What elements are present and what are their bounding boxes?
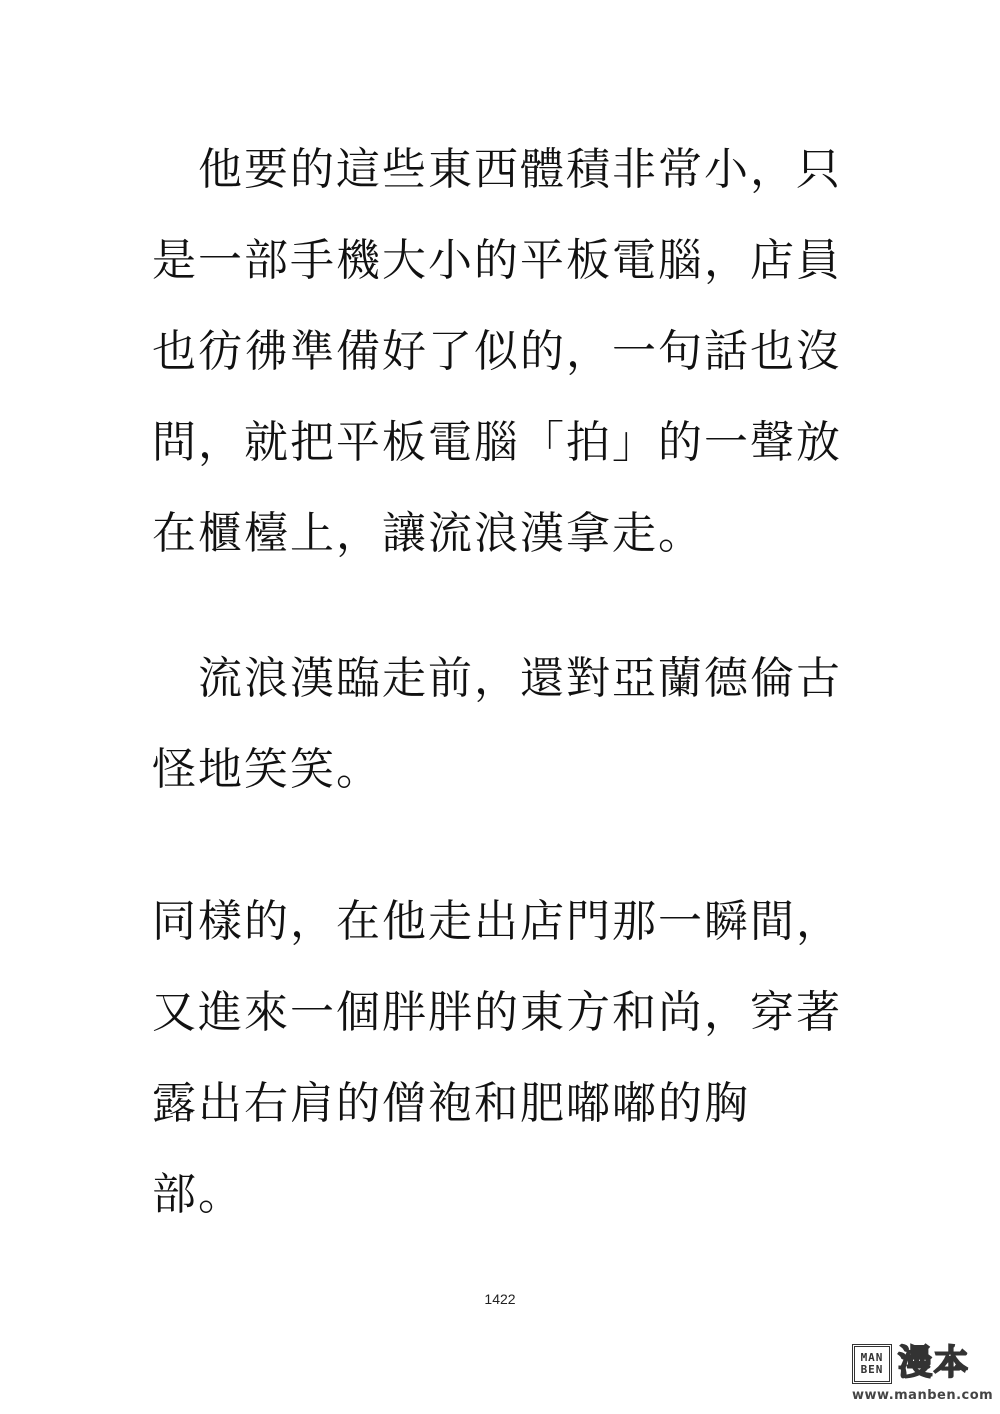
text-line: 問，就把平板電腦「拍」的一聲放 bbox=[152, 417, 842, 468]
page-number: 1422 bbox=[484, 1291, 516, 1307]
watermark-url: www.manben.com bbox=[852, 1388, 994, 1403]
text-line: 流浪漢臨走前，還對亞蘭德倫古 bbox=[152, 653, 842, 704]
watermark-logo-text-bottom: BEN bbox=[860, 1363, 884, 1376]
text-line: 露出右肩的僧袍和肥嘟嘟的胸 bbox=[152, 1078, 750, 1129]
text-line: 怪地笑笑。 bbox=[152, 744, 382, 795]
text-line: 又進來一個胖胖的東方和尚，穿著 bbox=[152, 987, 842, 1038]
text-line: 同樣的，在他走出店門那一瞬間， bbox=[152, 896, 842, 947]
watermark-logo-text-top: MAN bbox=[860, 1351, 884, 1364]
text-line: 他要的這些東西體積非常小，只 bbox=[152, 144, 842, 195]
text-line: 在櫃檯上，讓流浪漢拿走。 bbox=[152, 508, 704, 559]
watermark-name: 漫本 bbox=[898, 1343, 970, 1383]
text-line: 是一部手機大小的平板電腦，店員 bbox=[152, 235, 842, 286]
watermark-logo-icon bbox=[852, 1344, 892, 1384]
watermark bbox=[852, 1344, 992, 1408]
text-line: 也彷彿準備好了似的，一句話也沒 bbox=[152, 326, 842, 377]
text-line: 部。 bbox=[152, 1169, 244, 1220]
